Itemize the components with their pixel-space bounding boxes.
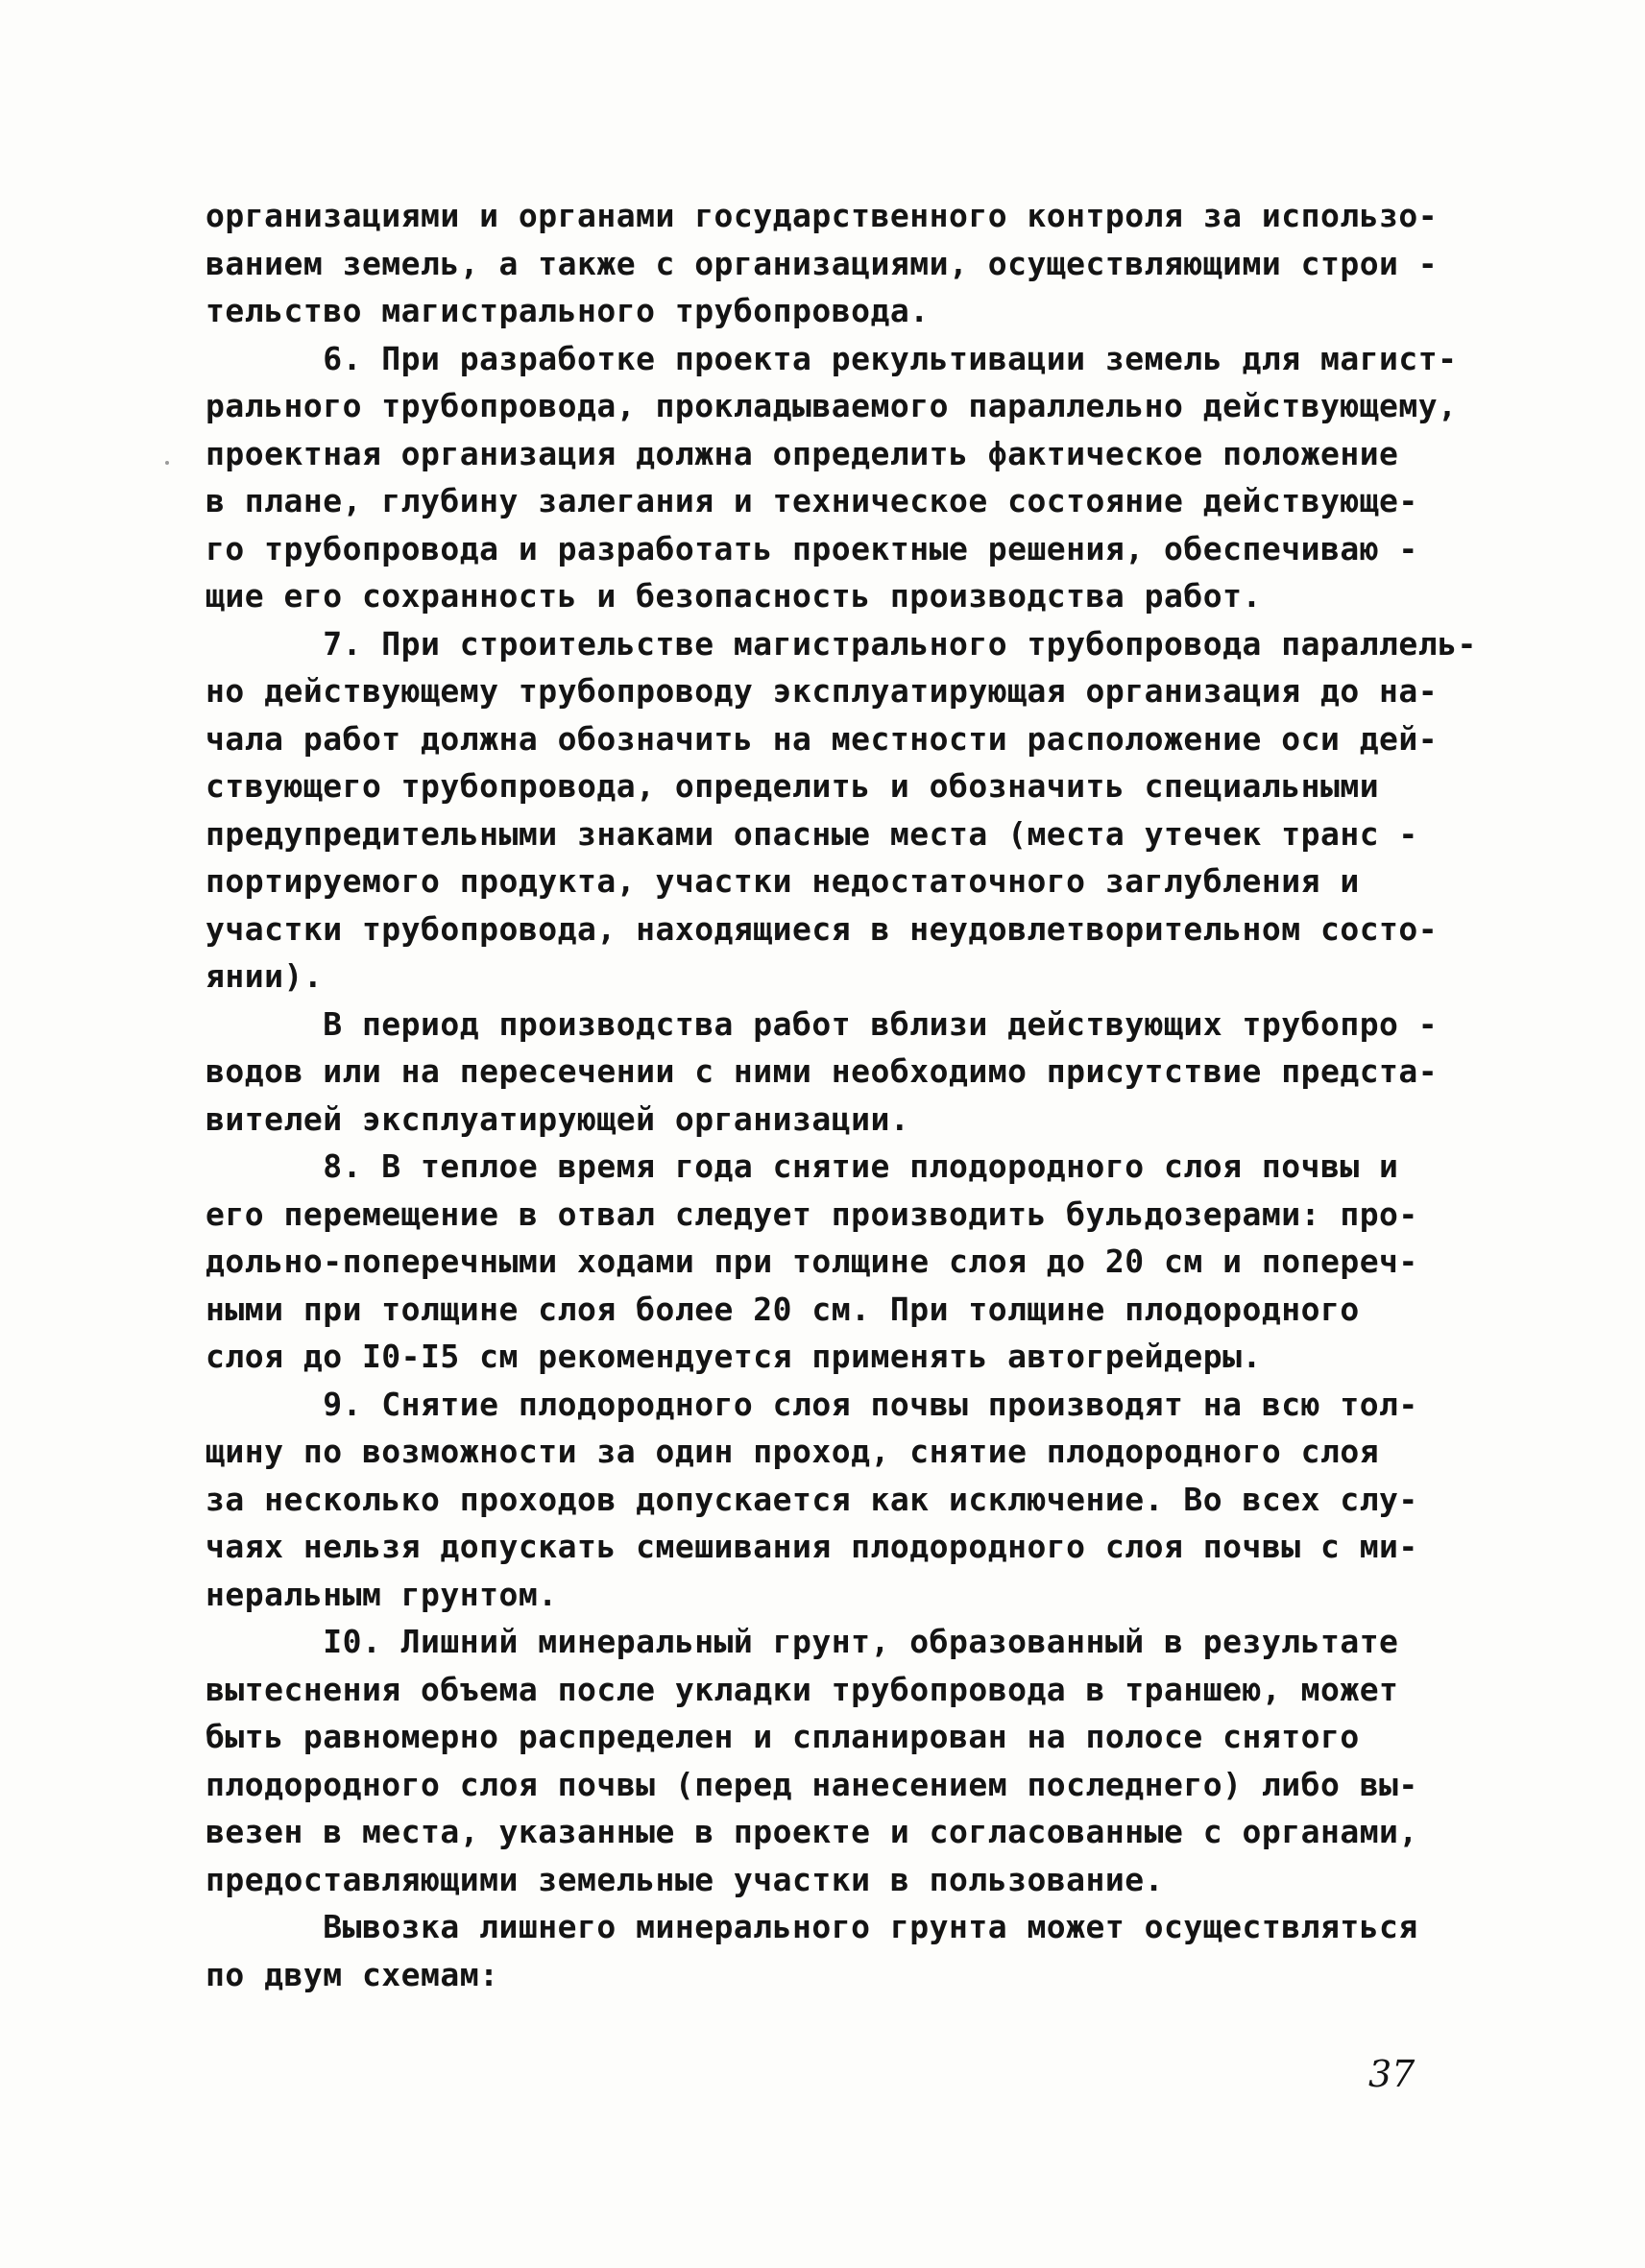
text-line: ствующего трубопровода, определить и обозначить специальными [206,767,1380,805]
text-line: 9. Снятие плодородного слоя почвы производят на всю тол- [206,1385,1418,1423]
text-line: его перемещение в отвал следует производить бульдозерами: про- [206,1194,1418,1233]
page-number: 37 [1368,2053,1415,2095]
text-line: участки трубопровода, находящиеся в неудовлетворительном состо- [206,909,1439,948]
text-line: в плане, глубину залегания и техническое состояние действующе- [206,482,1418,519]
text-line: 6. При разработке проекта рекультивации земель для магист- [206,339,1458,377]
body-text [206,192,1483,1998]
text-line: слоя до I0-I5 см рекомендуется применять автогрейдеры. [206,1338,1262,1375]
text-line: портируемого продукта, участки недостаточного заглубления и [206,862,1360,900]
margin-dot [165,461,169,465]
text-line: рального трубопровода, прокладываемого параллельно действующему, [206,387,1458,424]
text-line: вителей эксплуатирующей организации. [206,1099,910,1138]
text-line: вытеснения объема после укладки трубопровода в траншею, может [206,1670,1399,1708]
text-line: за несколько проходов допускается как исключение. Во всех слу- [206,1480,1418,1518]
text-line: чала работ должна обозначить на местности расположение оси дей- [206,719,1439,758]
text-line: проектная организация должна определить фактическое положение [206,434,1399,472]
text-line: неральным грунтом. [206,1575,558,1613]
text-line: чаях нельзя допускать смешивания плодородного слоя почвы с ми- [206,1528,1418,1565]
text-line: 7. При строительстве магистрального трубопровода параллель- [206,624,1477,663]
text-line: быть равномерно распределен и спланирован на полосе снятого [206,1718,1360,1755]
text-line: го трубопровода и разработать проектные решения, обеспечиваю - [206,529,1418,567]
text-line: ными при толщине слоя более 20 см. При толщине плодородного [206,1290,1360,1328]
text-line: В период производства работ вблизи действующих трубопро - [206,1004,1439,1043]
text-line: I0. Лишний минеральный грунт, образованный в результате [206,1623,1399,1660]
text-line: организациями и органами государственного контроля за использо- [206,197,1439,234]
text-line: плодородного слоя почвы (перед нанесением последнего) либо вы- [206,1765,1418,1803]
text-line: янии). [206,957,324,995]
text-line: дольно-поперечными ходами при толщине слоя до 20 см и попереч- [206,1243,1418,1280]
text-line: предупредительными знаками опасные места (места утечек транс - [206,814,1418,853]
text-line: ванием земель, а также с организациями, осуществляющими строи - [206,244,1439,282]
text-line: тельство магистрального трубопровода. [206,292,930,329]
text-line: водов или на пересечении с ними необходимо присутствие предста- [206,1052,1439,1090]
text-line: по двум схемам: [206,1955,499,1993]
text-line: щие его сохранность и безопасность производства работ. [206,577,1262,615]
text-line: но действующему трубопроводу эксплуатирующая организация до на- [206,672,1439,710]
text-line: Вывозка лишнего минерального грунта может осуществляться [206,1908,1418,1945]
text-line: 8. В теплое время года снятие плодородного слоя почвы и [206,1147,1399,1185]
text-line: предоставляющими земельные участки в пользование. [206,1860,1165,1898]
text-line: щину по возможности за один проход, снятие плодородного слоя [206,1433,1380,1470]
text-line: везен в места, указанные в проекте и согласованные с органами, [206,1813,1418,1850]
